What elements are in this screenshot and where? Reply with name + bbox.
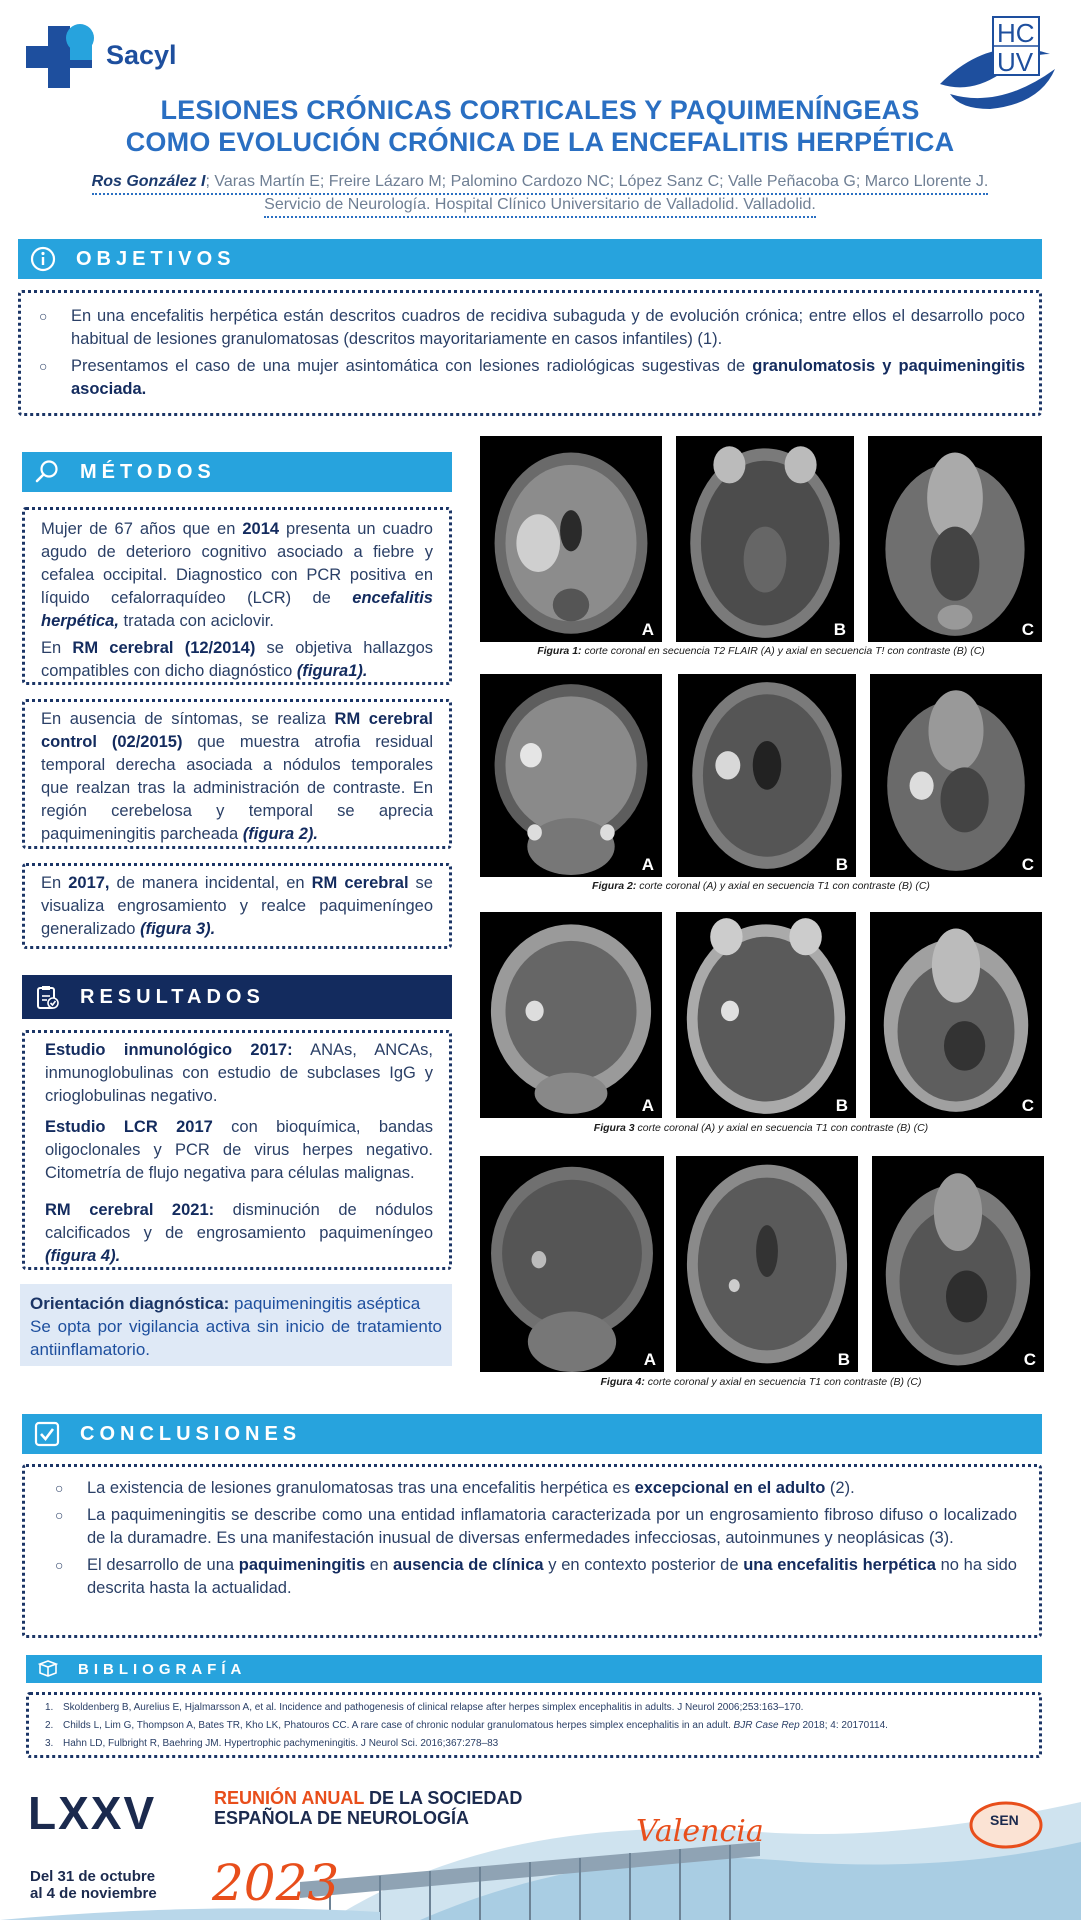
objetivos-box	[18, 290, 1042, 416]
figure3-image-b	[676, 912, 856, 1118]
bibliografia-box	[26, 1692, 1042, 1758]
banner-background	[0, 1772, 1081, 1920]
title-line-2: COMO EVOLUCIÓN CRÓNICA DE LA ENCEFALITIS HERPÉTICA	[125, 127, 955, 157]
resultados-item-1: Estudio inmunológico 2017: ANAs, ANCAs, inmunoglobulinas con estudio de subclases IgG y crioglobulinas negativo.	[45, 1041, 433, 1105]
section-header-resultados	[22, 975, 452, 1019]
metodos-p1: Mujer de 67 años que en 2014 presenta un cuadro agudo de deterioro cognitivo asociado a fiebre y cefalea occipital. Diagnostico con PCR positiva en líquido cefalorraquídeo (LCR) de encefalitis herpética, tratada con aciclovir.	[41, 520, 433, 630]
figure2-label-c: C	[1021, 855, 1034, 874]
authors-line	[92, 172, 989, 195]
section-header-conclusiones	[22, 1414, 1042, 1454]
conclusiones-heading: CONCLUSIONES	[80, 1422, 302, 1445]
figure3-image-a	[480, 912, 662, 1118]
figure4-label-b: B	[837, 1350, 850, 1369]
congress-name-part2: DE LA SOCIEDAD	[369, 1788, 523, 1808]
authors-block	[60, 172, 1020, 218]
conclusiones-box	[22, 1464, 1042, 1638]
bibliografia-heading: BIBLIOGRAFÍA	[78, 1660, 247, 1678]
figure4-label-c: C	[1023, 1350, 1036, 1369]
hcuv-line2: UV	[997, 47, 1034, 77]
figure1-label-b: B	[833, 620, 846, 639]
figure2-image-b	[678, 674, 856, 877]
reference-3: 3. Hahn LD, Fulbright R, Baehring JM. Hypertrophic pachymeningitis. J Neurol Sci. 2016;367:278–83	[45, 1738, 499, 1749]
sen-logo	[968, 1800, 1044, 1850]
congress-dates-line1: Del 31 de octubre	[30, 1868, 156, 1885]
figure2-caption: Figura 2: corte coronal (A) y axial en secuencia T1 con contraste (B) (C)	[592, 880, 930, 892]
section-header-objetivos	[18, 239, 1042, 279]
sacyl-logo-text: Sacyl	[106, 40, 177, 70]
figure1-image-a	[480, 436, 662, 642]
checkbox-icon	[34, 1421, 60, 1447]
objetivos-heading: OBJETIVOS	[76, 247, 236, 270]
figure1-caption: Figura 1: corte coronal en secuencia T2 FLAIR (A) y axial en secuencia T! con contraste (B) (C)	[537, 645, 985, 657]
figure4-label-a: A	[643, 1350, 656, 1369]
conclusion-3: ○ El desarrollo de una paquimeningitis en ausencia de clínica y en contexto posterior de una encefalitis herpética no ha sido descrita hasta la actualidad.	[45, 1554, 1017, 1600]
congress-dates	[30, 1868, 157, 1902]
first-author: Ros González I	[91, 173, 206, 190]
section-header-bibliografia	[26, 1655, 1042, 1683]
resultados-box	[22, 1030, 452, 1270]
objetivos-bullet-1: ○ En una encefalitis herpética están descritos cuadros de recidiva subaguda y de evolución crónica; entre ellos el desarrollo poco habitual de lesiones granulomatosas (descritos mayoritariamente en casos infantiles) (1).	[29, 305, 1025, 351]
figure2-image-c	[870, 674, 1042, 877]
objetivos-bullet-2	[29, 355, 1025, 401]
reference-1: 1. Skoldenberg B, Aurelius E, Hjalmarsson A, et al. Incidence and pathogenesis of clinical relapse after herpes simplex encephalitis in adults. J Neurol 2006;253:163–170.	[45, 1702, 804, 1713]
sacyl-logo	[26, 24, 186, 90]
congress-year: 2023	[212, 1854, 340, 1912]
conclusion-1: ○ La existencia de lesiones granulomatosas tras una encefalitis herpética es excepcional en el adulto (2).	[45, 1477, 1017, 1500]
metodos-p4: En 2017, de manera incidental, en RM cerebral se visualiza engrosamiento y realce paquimeníngeo generalizado (figura 3).	[41, 874, 433, 938]
congress-roman-number: LXXV	[28, 1787, 157, 1839]
figure1-label-a: A	[641, 620, 654, 639]
section-header-metodos	[22, 452, 452, 492]
metodos-heading: MÉTODOS	[80, 460, 216, 483]
figure1-image-b	[676, 436, 854, 642]
congress-name	[214, 1788, 522, 1828]
figure1-image-c	[868, 436, 1042, 642]
figure4-image-b	[676, 1156, 858, 1372]
clipboard-check-icon	[34, 984, 60, 1010]
orientacion-line-2: Se opta por vigilancia activa sin inicio de tratamiento antiinflamatorio.	[30, 1317, 442, 1359]
resultados-item-2: Estudio LCR 2017 con bioquímica, bandas oligoclonales y PCR de virus herpes negativo. Citometría de flujo negativa para células malignas.	[45, 1118, 433, 1182]
congress-name-line2: ESPAÑOLA DE NEUROLOGÍA	[214, 1808, 470, 1828]
metodos-box-3	[22, 863, 452, 949]
orientacion-box	[20, 1284, 452, 1366]
figure3-caption: Figura 3 corte coronal (A) y axial en secuencia T1 con contraste (B) (C)	[593, 1122, 929, 1134]
sacyl-cross-icon	[26, 24, 106, 90]
metodos-box-2	[22, 699, 452, 849]
affiliation: Servicio de Neurología. Hospital Clínico Universitario de Valladolid. Valladolid.	[264, 195, 816, 218]
congress-name-part1: REUNIÓN ANUAL	[214, 1788, 370, 1808]
title-line-1: LESIONES CRÓNICAS CORTICALES Y PAQUIMENÍNGEAS	[160, 95, 920, 125]
figure3-image-c	[870, 912, 1042, 1118]
reference-2: 2. Childs L, Lim G, Thompson A, Bates TR, Kho LK, Phatouros CC. A rare case of chronic nodular granulomatous herpes simplex encephalitis in an adult. BJR Case Rep 2018; 4: 20170114.	[45, 1720, 888, 1731]
figure4-image-c	[872, 1156, 1044, 1372]
other-authors: ; Varas Martín E; Freire Lázaro M; Palomino Cardozo NC; López Sanz C; Valle Peñacoba G; Marco Llorente J.	[205, 173, 989, 190]
search-icon	[34, 459, 60, 485]
metodos-p3: En ausencia de síntomas, se realiza RM cerebral control (02/2015) que muestra atrofia residual temporal derecha asociada a nódulos temporales que realzan tras la administración de contraste. En región cerebelosa y temporal se aprecia paquimeningitis parcheada (figura 2).	[41, 710, 433, 843]
hcuv-line1: HC	[997, 18, 1035, 48]
resultados-heading: RESULTADOS	[80, 985, 265, 1008]
sen-logo-text: SEN	[990, 1812, 1019, 1828]
congress-city: Valencia	[636, 1814, 764, 1849]
figure3-label-c: C	[1021, 1096, 1034, 1115]
info-icon	[30, 246, 56, 272]
metodos-p2: En RM cerebral (12/2014) se objetiva hallazgos compatibles con dicho diagnóstico (figura1).	[41, 639, 433, 680]
objetivos-bullet-2-text: Presentamos el caso de una mujer asintomática con lesiones radiológicas sugestivas de	[71, 357, 753, 375]
orientacion-line-1: Orientación diagnóstica: paquimeningitis aséptica	[30, 1294, 421, 1313]
figure2-label-a: A	[641, 855, 654, 874]
conclusion-2: ○ La paquimeningitis se describe como una entidad inflamatoria caracterizada por un engrosamiento fibroso difuso o localizado de la duramadre. Es una manifestación inusual de diversas enfermedades infecciosas, autoinmunes y neoplásicas (3).	[45, 1504, 1017, 1550]
figure4-caption: Figura 4: corte coronal y axial en secuencia T1 con contraste (B) (C)	[600, 1376, 922, 1388]
figure4-image-a	[480, 1156, 664, 1372]
figure3-label-a: A	[641, 1096, 654, 1115]
figure3-label-b: B	[835, 1096, 848, 1115]
resultados-item-3: RM cerebral 2021: disminución de nódulos calcificados y de engrosamiento paquimeníngeo (figura 4).	[45, 1201, 434, 1265]
congress-banner	[0, 1772, 1081, 1920]
figure2-label-b: B	[835, 855, 848, 874]
congress-dates-line2: al 4 de noviembre	[30, 1885, 157, 1902]
book-icon	[38, 1659, 58, 1679]
figure2-image-a	[480, 674, 662, 877]
metodos-box-1	[22, 507, 452, 685]
figure1-label-c: C	[1021, 620, 1034, 639]
poster-title	[60, 94, 1020, 158]
objetivos-bullet-2-bold: granulomatosis y paquimeningitis asociada.	[71, 357, 1026, 398]
